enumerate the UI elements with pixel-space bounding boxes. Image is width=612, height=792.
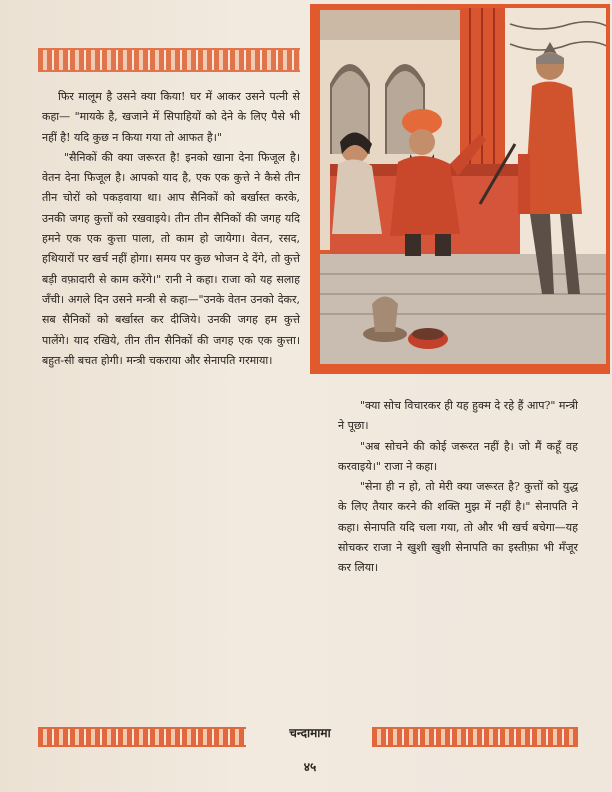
- illustration-king-court-icon: [310, 4, 610, 374]
- paragraph: "सैनिकों की क्या जरूरत है! इनको खाना देना फिजूल है। वेतन देना फिजूल है। आपको याद है, एक एक कुत्ते ने कैसे तीन तीन चोरों को पकड़वाया था। आप सैनिकों को बर्खास्त करके, उनकी जगह कुत्तों को रखवाइये। तीन तीन सैनिकों की जगह यदि हमने एक एक कुत्ता पाला, तो काम हो जायेगा। वेतन, रसद, हथियारों पर खर्च नहीं होगा। समय पर कुछ भोजन दे देंगे, तो कुत्ते बड़ी वफ़ादारी से काम करेंगे।" रानी ने कहा। राजा को यह सलाह जँची। अगले दिन उसने मन्त्री से कहा—"उनके वेतन उनको देकर, सब सैनिकों को बर्खास्त कर दीजिये। उनकी जगह हम कुत्ते पालेंगे। याद रखिये, तीन तीन सैनिकों की जगह एक एक कुत्ता। बहुत-सी बचत होगी। मन्त्री चकराया और सेनापति गरमाया।: [42, 150, 300, 367]
- left-column: [42, 87, 300, 371]
- decorative-border-bottom-left: [38, 727, 246, 747]
- story-illustration: [310, 4, 610, 374]
- paragraph: "सेना ही न हो, तो मेरी क्या जरूरत है? कुत्तों को युद्ध के लिए तैयार करने की शक्ति मुझ में नहीं है।" सेनापति ने कहा। सेनापति यदि चला गया, तो और भी खर्च बचेगा—यह सोचकर राजा ने खुशी खुशी सेनापति का इस्तीफ़ा भी मँजूर कर लिया।: [338, 480, 578, 575]
- page-number: ४५: [303, 760, 317, 774]
- decorative-border-bottom-right: [372, 727, 578, 747]
- paragraph: "अब सोचने की कोई जरूरत नहीं है। जो मैं कहूँ वह करवाइये।" राजा ने कहा।: [338, 439, 578, 473]
- paragraph: फिर मालूम है उसने क्या किया! घर में आकर उसने पत्नी से कहा— "मायके है, खजाने में सिपाहियों को देने के लिए पैसे भी नहीं है! यदि कुछ न किया गया तो आफत है।": [42, 90, 300, 144]
- magazine-title: चन्दामामा: [289, 726, 331, 740]
- paragraph: "क्या सोच विचारकर ही यह हुक्म दे रहे हैं आप?" मन्त्री ने पूछा।: [338, 399, 578, 433]
- right-column: [338, 396, 578, 579]
- decorative-border-top: [38, 48, 300, 72]
